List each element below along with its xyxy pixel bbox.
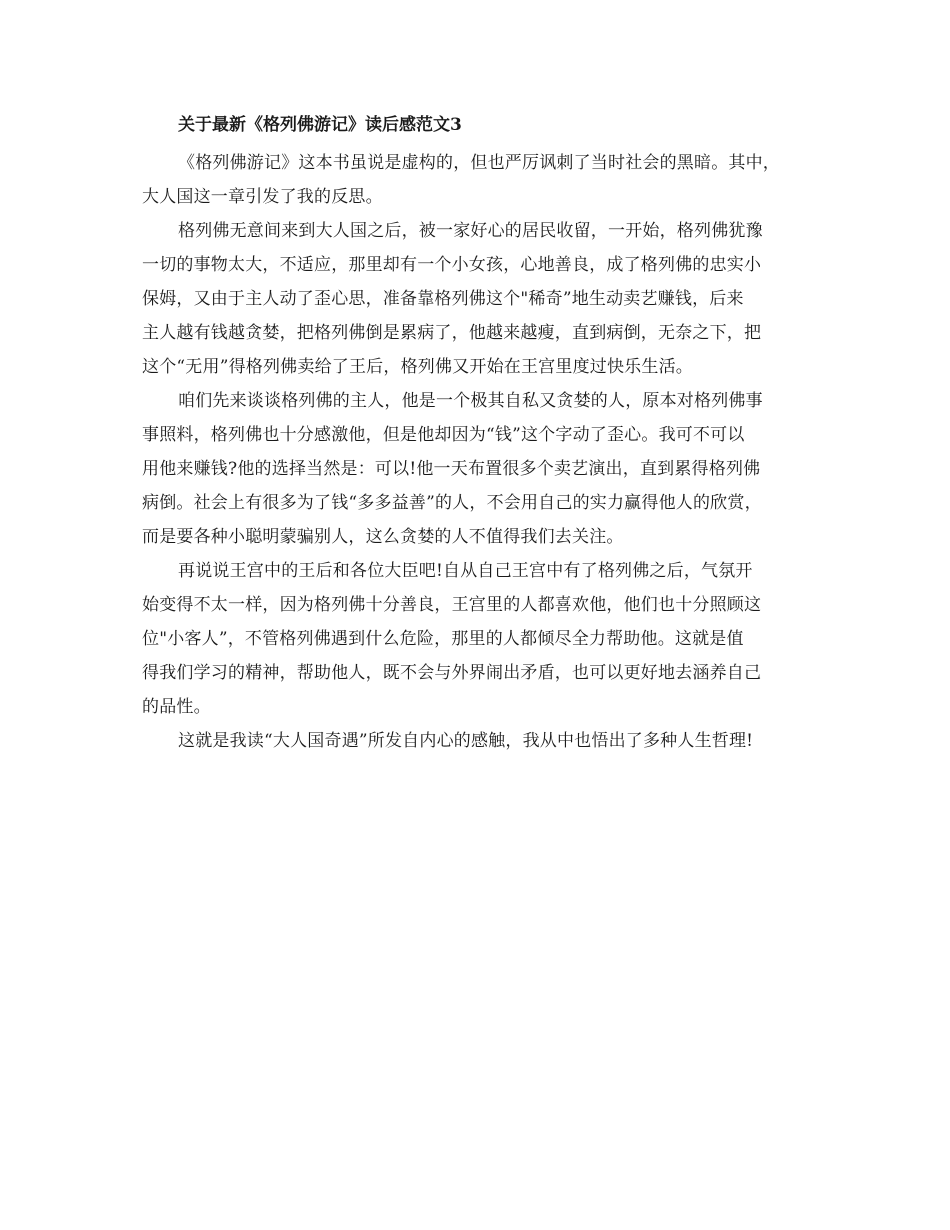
- text-line: 得我们学习的精神，帮助他人，既不会与外界闹出矛盾，也可以更好地去涵养自己: [142, 663, 762, 683]
- text-line: 用他来赚钱?他的选择当然是：可以!他一天布置很多个卖艺演出，直到累得格列佛: [142, 459, 761, 479]
- text-line: 位"小客人”，不管格列佛遇到什么危险，那里的人都倾尽全力帮助他。这就是值: [142, 629, 744, 649]
- text-line: 的品性。: [142, 697, 211, 717]
- text-line: 大人国这一章引发了我的反思。: [142, 187, 383, 207]
- text-line: 事照料，格列佛也十分感激他，但是他却因为“钱”这个字动了歪心。我可不可以: [142, 425, 745, 445]
- paragraph-4: [142, 554, 832, 724]
- text-line: 一切的事物太大，不适应，那里却有一个小女孩，心地善良，成了格列佛的忠实小: [142, 255, 762, 275]
- text-line: 再说说王宫中的王后和各位大臣吧!自从自己王宫中有了格列佛之后，气氛开: [178, 561, 753, 581]
- text-line: 而是要各种小聪明蒙骗别人，这么贪婪的人不值得我们去关注。: [142, 527, 624, 547]
- paragraph-5: [142, 724, 832, 758]
- text-line: 这个“无用”得格列佛卖给了王后，格列佛又开始在王宫里度过快乐生活。: [142, 357, 693, 377]
- text-line: 咱们先来谈谈格列佛的主人，他是一个极其自私又贪婪的人，原本对格列佛事: [178, 391, 763, 411]
- paragraph-1: [142, 146, 832, 214]
- text-line: 《格列佛游记》这本书虽说是虚构的，但也严厉讽刺了当时社会的黑暗。其中，: [178, 153, 780, 173]
- text-line: 病倒。社会上有很多为了钱“多多益善”的人，不会用自己的实力赢得他人的欣赏，: [142, 493, 762, 513]
- paragraph-2: [142, 214, 832, 384]
- document-body: [142, 112, 832, 758]
- paragraph-3: [142, 384, 832, 554]
- document-title: 关于最新《格列佛游记》读后感范文3: [178, 115, 462, 135]
- text-line: 保姆，又由于主人动了歪心思，准备靠格列佛这个"稀奇”地生动卖艺赚钱，后来: [142, 289, 744, 309]
- text-line: 主人越有钱越贪婪，把格列佛倒是累病了，他越来越瘦，直到病倒，无奈之下，把: [142, 323, 762, 343]
- text-line: 格列佛无意间来到大人国之后，被一家好心的居民收留，一开始，格列佛犹豫: [178, 221, 763, 241]
- text-line: 始变得不太一样，因为格列佛十分善良，王宫里的人都喜欢他，他们也十分照顾这: [142, 595, 762, 615]
- text-line: 这就是我读“大人国奇遇”所发自内心的感触，我从中也悟出了多种人生哲理!: [178, 731, 754, 751]
